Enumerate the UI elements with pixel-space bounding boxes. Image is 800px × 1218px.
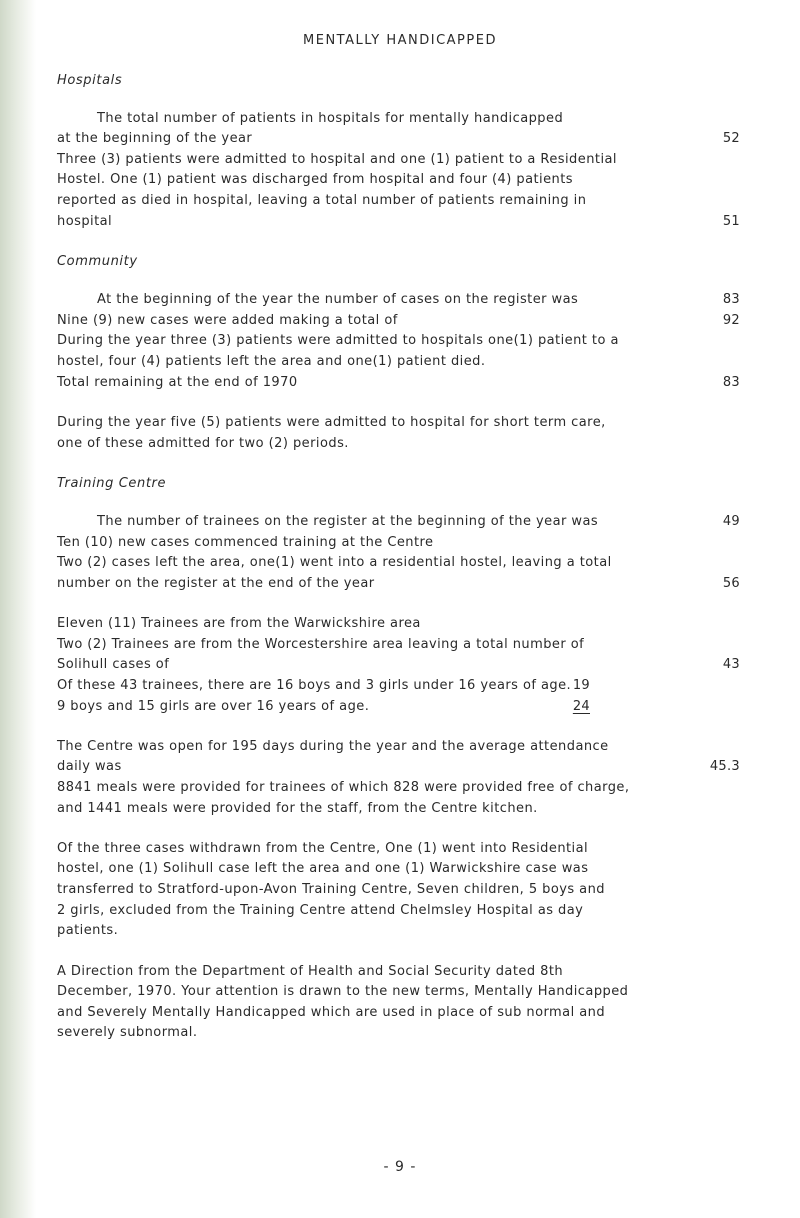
text-line: reported as died in hospital, leaving a total number of patients remaining in (57, 193, 587, 208)
value-under-16: 19 (572, 678, 590, 693)
text-line: Nine (9) new cases were added making a total of (57, 313, 398, 328)
section-title-hospitals: Hospitals (57, 73, 123, 88)
text-line: The total number of patients in hospitals for mentally handicapped (97, 111, 564, 126)
text-line: Two (2) Trainees are from the Worcestershire area leaving a total number of (57, 637, 585, 652)
value-solihull-cases: 43 (722, 657, 740, 672)
text-line: December, 1970. Your attention is drawn to the new terms, Mentally Handicapped (57, 984, 629, 999)
text-line: 9 boys and 15 girls are over 16 years of age. (57, 699, 370, 714)
text-line: Solihull cases of (57, 657, 170, 672)
page-number: - 9 - (383, 1159, 417, 1175)
text-line: daily was (57, 759, 122, 774)
text-line: and Severely Mentally Handicapped which are used in place of sub normal and (57, 1005, 606, 1020)
text-line: hostel, four (4) patients left the area and one(1) patient died. (57, 354, 486, 369)
section-title-training-centre: Training Centre (57, 476, 167, 491)
text-line: 2 girls, excluded from the Training Centre attend Chelmsley Hospital as day (57, 903, 584, 918)
value-trainees-end: 56 (722, 576, 740, 591)
text-line: severely subnormal. (57, 1025, 198, 1040)
text-line: patients. (57, 923, 119, 938)
text-line: hospital (57, 214, 113, 229)
text-line: At the beginning of the year the number of cases on the register was (97, 292, 579, 307)
scan-edge-shadow (0, 0, 36, 1218)
text-line: Ten (10) new cases commenced training at the Centre (57, 535, 434, 550)
text-line: Of the three cases withdrawn from the Centre, One (1) went into Residential (57, 841, 589, 856)
text-line: A Direction from the Department of Health and Social Security dated 8th (57, 964, 564, 979)
text-line: Total remaining at the end of 1970 (57, 375, 298, 390)
text-line: During the year five (5) patients were admitted to hospital for short term care, (57, 415, 606, 430)
value-hospital-start: 52 (722, 131, 740, 146)
text-line: one of these admitted for two (2) periods. (57, 436, 349, 451)
text-line: Of these 43 trainees, there are 16 boys and 3 girls under 16 years of age. (57, 678, 572, 693)
section-title-community: Community (57, 254, 138, 269)
value-community-remaining: 83 (722, 375, 740, 390)
value-community-total: 92 (722, 313, 740, 328)
text-line: Hostel. One (1) patient was discharged from hospital and four (4) patients (57, 172, 574, 187)
text-line: Two (2) cases left the area, one(1) went into a residential hostel, leaving a total (57, 555, 612, 570)
text-line: hostel, one (1) Solihull case left the area and one (1) Warwickshire case was (57, 861, 589, 876)
text-line: During the year three (3) patients were admitted to hospitals one(1) patient to a (57, 333, 619, 348)
text-line: and 1441 meals were provided for the staff, from the Centre kitchen. (57, 801, 538, 816)
text-line: 8841 meals were provided for trainees of which 828 were provided free of charge, (57, 780, 630, 795)
text-line: at the beginning of the year (57, 131, 253, 146)
value-hospital-remaining: 51 (722, 214, 740, 229)
text-line: Eleven (11) Trainees are from the Warwickshire area (57, 616, 421, 631)
page-heading: MENTALLY HANDICAPPED (303, 33, 497, 48)
text-line: The Centre was open for 195 days during the year and the average attendance (57, 739, 609, 754)
value-average-attendance: 45.3 (709, 759, 740, 774)
text-line: Three (3) patients were admitted to hospital and one (1) patient to a Residential (57, 152, 617, 167)
value-over-16: 24 (572, 699, 590, 714)
text-line: number on the register at the end of the year (57, 576, 375, 591)
text-line: The number of trainees on the register at the beginning of the year was (97, 514, 599, 529)
value-trainees-start: 49 (722, 514, 740, 529)
text-line: transferred to Stratford-upon-Avon Training Centre, Seven children, 5 boys and (57, 882, 605, 897)
value-community-start: 83 (722, 292, 740, 307)
